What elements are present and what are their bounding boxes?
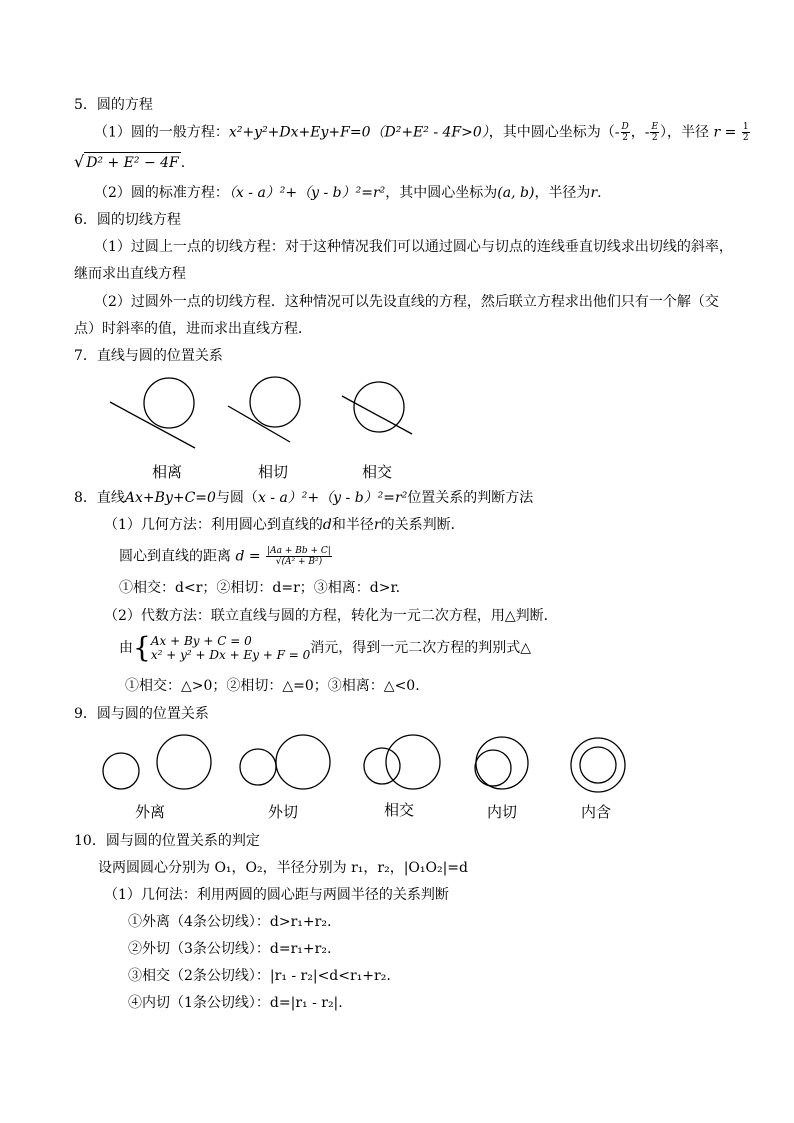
s8-l1-b: 和半径: [331, 517, 374, 533]
s10-line-2: （1）几何法：利用两圆的圆心距与两圆半径的关系判断: [104, 887, 449, 903]
contain-small: [580, 747, 616, 783]
s8-system: [119, 631, 532, 664]
s8-line-1: [104, 515, 465, 535]
s5-l2-a: （2）圆的标准方程：: [94, 185, 229, 201]
label-contained: 内含: [581, 803, 612, 821]
sqrt-body: D² + E² − 4F: [84, 152, 181, 173]
s8-dist-label: 圆心到直线的距离: [119, 548, 231, 565]
ext-tangent-large: [276, 735, 330, 789]
label-external-separate: 外离: [135, 803, 166, 821]
s10-case-3: ③相交（2条公切线）：|r₁ - r₂|<d<r₁+r₂.: [128, 968, 391, 984]
half-fraction: $\frac{1}{2}$: [742, 122, 749, 143]
s8-cases-1: ①相交：d<r；②相切：d=r；③相离：d>r.: [119, 580, 401, 596]
radius-var: r: [713, 124, 721, 141]
s5-radius: r: [590, 185, 598, 201]
line-circle-figure: [100, 370, 440, 455]
s6-line-1b: 继而求出直线方程: [74, 266, 186, 282]
section-10-title: 10．圆与圆的位置关系的判定: [74, 833, 260, 849]
s8-line-2: （2）代数方法：联立直线与圆的方程，转化为一元二次方程，用△判断．: [104, 608, 558, 624]
contain-large: [571, 738, 625, 792]
s8-title-b: 与圆（: [215, 490, 258, 506]
equation-system: [151, 634, 310, 662]
s8-distance: 圆心到直线的距离 d = $\frac{|Aa + Bb + C|}{\text{√(A² + B²)}}$: [119, 546, 331, 567]
s8-cases-2: ①相交：△>0；②相切：△=0；③相离：△<0.: [125, 678, 420, 694]
s5-line-2: [94, 183, 602, 203]
s8-title-a: 8．直线: [74, 490, 125, 506]
center-x-fraction: $\frac{D}{2}$: [621, 122, 629, 143]
section-7-title: 7．直线与圆的位置关系: [74, 348, 223, 364]
line-tangent: [228, 406, 290, 442]
s5-condition: （D²+E² - 4F>0）: [370, 124, 489, 141]
section-6-title: 6．圆的切线方程: [74, 212, 181, 228]
label-intersect: 相交: [362, 463, 393, 481]
line-separate: [110, 402, 195, 448]
s8-l1-c: 的关系判断．: [380, 517, 465, 533]
s5-standard-equation: （x - a）²+（y - b）²=r²: [228, 185, 386, 201]
center-y-fraction: $\frac{E}{2}$: [651, 122, 659, 143]
s5-l2-c: ，半径为: [534, 185, 591, 201]
section-8-title: [74, 488, 533, 508]
distance-fraction: $\frac{|Aa + Bb + C|}{\text{√(A² + B²)}}$: [267, 546, 331, 567]
section-9-title: 9．圆与圆的位置关系: [74, 706, 209, 722]
s8-title-c: 位置关系的判断方法: [407, 490, 534, 506]
separate-large: [157, 735, 211, 789]
s8-dist-var: d: [235, 548, 245, 565]
s5-general-equation: x²+y²+Dx+Ey+F=0: [228, 124, 371, 141]
intersect-large: [386, 735, 440, 789]
s5-l2-end: .: [597, 185, 602, 201]
line-intersect: [342, 396, 412, 434]
label-intersecting: 相交: [384, 801, 415, 819]
circle-tangent: [250, 377, 300, 427]
s8-sys-suffix: 消元，得到一元二次方程的判别式△: [310, 640, 532, 656]
brace-icon: {: [133, 631, 151, 664]
s10-case-1: ①外离（4条公切线）：d>r₁+r₂.: [128, 914, 332, 930]
sys-eq-2: x² + y² + Dx + Ey + F = 0: [150, 648, 311, 662]
int-tangent-large: [476, 737, 528, 789]
s10-case-4: ④内切（1条公切线）：d=|r₁ - r₂|.: [128, 995, 343, 1011]
s8-l1-d: d: [322, 517, 332, 533]
int-tangent-small: [475, 750, 511, 786]
s5-l1-b: ，其中圆心坐标为（: [488, 124, 615, 141]
s5-radius-sqrt: √ D² + E² − 4F .: [74, 152, 186, 171]
s10-line-1: 设两圆圆心分别为 O₁，O₂，半径分别为 r₁，r₂，|O₁O₂|=d: [98, 860, 468, 876]
s8-sys-prefix: 由: [119, 640, 133, 656]
label-internal-tangent: 内切: [487, 803, 518, 821]
s6-line-2: （2）过圆外一点的切线方程．这种情况可以先设直线的方程，然后联立方程求出他们只有一个解（交: [94, 294, 719, 310]
s5-l1-a: （1）圆的一般方程：: [94, 124, 229, 141]
s8-l1-a: （1）几何方法：利用圆心到直线的: [104, 517, 323, 533]
intersect-small: [364, 748, 400, 784]
label-tangent: 相切: [258, 463, 289, 481]
separate-small: [103, 753, 139, 789]
label-separate: 相离: [152, 463, 183, 481]
s8-line-eq: Ax+By+C=0: [124, 490, 216, 506]
ext-tangent-small: [240, 749, 276, 785]
section-5-title: 5．圆的方程: [74, 97, 153, 113]
s5-line-1: （1）圆的一般方程：x²+y²+Dx+Ey+F=0（D²+E² - 4F>0），其中圆心坐标为（- $\frac{D}{2}$ ，- $\frac{E}{2}$ ），半径 r = $\frac{1}{2}$: [94, 122, 749, 143]
s6-line-1: （1）过圆上一点的切线方程：对于这种情况我们可以通过圆心与切点的连线垂直切线求出切线的斜率，: [94, 239, 733, 255]
s5-l2-b: ，其中圆心坐标为: [385, 185, 498, 201]
circle-circle-figure: [95, 728, 635, 803]
s10-case-2: ②外切（3条公切线）：d=r₁+r₂.: [128, 941, 332, 957]
s8-circle-eq: x - a）²+（y - b）²=r²: [257, 490, 408, 506]
circle-separate: [144, 378, 194, 428]
s5-center: (a, b): [497, 185, 535, 201]
s5-l1-c: ），半径: [660, 124, 710, 141]
s6-line-2b: 点）时斜率的值，进而求出直线方程．: [74, 321, 312, 337]
sys-eq-1: Ax + By + C = 0: [150, 634, 252, 648]
label-external-tangent: 外切: [268, 803, 299, 821]
s8-l1-r: r: [373, 517, 381, 533]
